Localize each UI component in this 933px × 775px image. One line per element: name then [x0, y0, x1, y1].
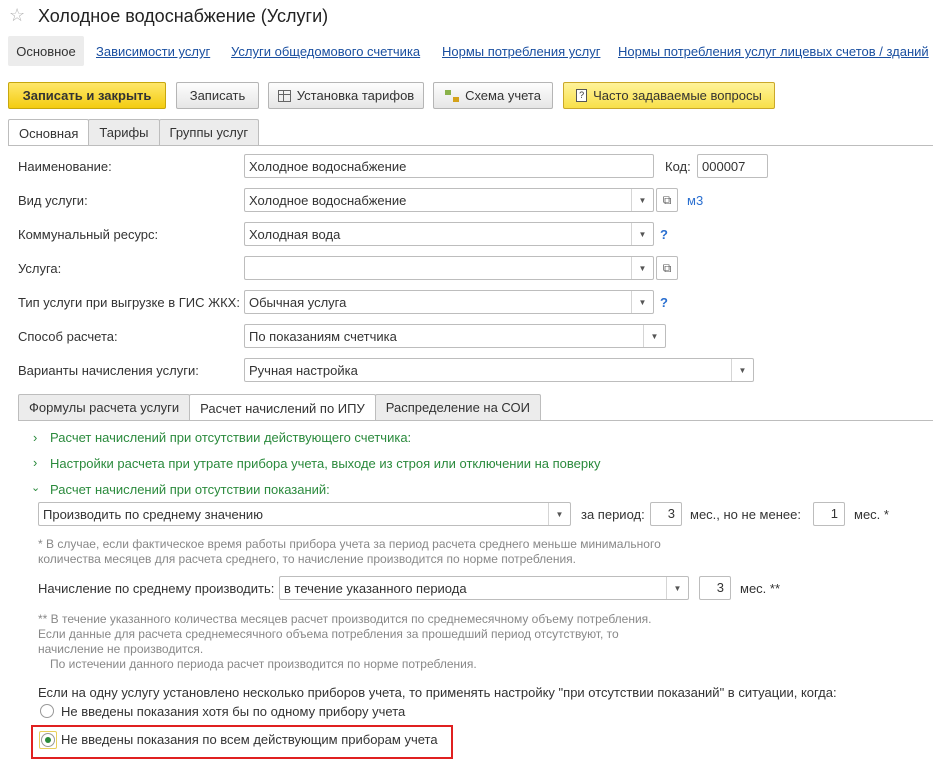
radio-all-meters[interactable]	[39, 731, 57, 749]
tab-formulas[interactable]: Формулы расчета услуги	[18, 394, 190, 420]
question-doc-icon: ?	[576, 89, 587, 102]
resource-select[interactable]: Холодная вода ▼	[244, 222, 654, 246]
window-title: Холодное водоснабжение (Услуги)	[38, 6, 329, 26]
sub-tabs	[18, 394, 540, 420]
chevron-down-icon[interactable]: ▼	[548, 503, 570, 525]
radio-any-meter[interactable]	[40, 704, 54, 718]
name-label: Наименование:	[18, 159, 112, 174]
kind-label: Вид услуги:	[18, 193, 88, 208]
tab-main[interactable]: Основная	[8, 119, 89, 146]
tab-service-groups[interactable]: Группы услуг	[159, 119, 260, 145]
method-label: Способ расчета:	[18, 329, 118, 344]
multi-meter-label: Если на одну услугу установлено несколько приборов учета, то применять настройку "при отсутствии показаний" в ситуации, когда:	[38, 685, 837, 700]
scheme-icon	[445, 90, 459, 102]
code-input[interactable]: 000007	[697, 154, 768, 178]
chevron-down-icon[interactable]: ▼	[666, 577, 688, 599]
service-select[interactable]	[244, 256, 654, 280]
code-label: Код:	[665, 159, 691, 174]
chevron-down-icon[interactable]: ▼	[631, 291, 653, 313]
metering-scheme-button[interactable]: Схема учета	[433, 82, 553, 109]
variants-select[interactable]: Ручная настройка ▼	[244, 358, 754, 382]
help-icon[interactable]: ?	[660, 227, 668, 242]
gis-select[interactable]: Обычная услуга ▼	[244, 290, 654, 314]
chevron-down-icon[interactable]: ▼	[731, 359, 753, 381]
group-meter-loss[interactable]: Настройки расчета при утрате прибора учета, выходе из строя или отключении на поверку	[50, 456, 601, 471]
avg-months-input[interactable]: 3	[699, 576, 731, 600]
group-no-meter[interactable]: Расчет начислений при отсутствии действующего счетчика:	[50, 430, 412, 445]
method-select[interactable]: По показаниям счетчика ▼	[244, 324, 666, 348]
tariff-table-icon	[278, 90, 291, 102]
open-icon[interactable]: ⧉	[656, 188, 678, 212]
favorite-star-icon[interactable]: ☆	[9, 5, 26, 25]
group-no-readings[interactable]: Расчет начислений при отсутствии показаний:	[50, 482, 330, 497]
resource-label: Коммунальный ресурс:	[18, 227, 159, 242]
save-button[interactable]: Записать	[176, 82, 259, 109]
service-label: Услуга:	[18, 261, 62, 276]
help-icon[interactable]: ?	[660, 295, 668, 310]
variants-label: Варианты начисления услуги:	[18, 363, 199, 378]
avg-label: Начисление по среднему производить:	[38, 581, 275, 596]
unit-link[interactable]: м3	[687, 193, 704, 208]
chevron-down-icon[interactable]: ▼	[631, 189, 653, 211]
nav-consumption-norms[interactable]: Нормы потребления услуг	[442, 44, 601, 59]
nav-common-meter-services[interactable]: Услуги общедомового счетчика	[231, 44, 421, 59]
chevron-down-icon[interactable]: ▼	[631, 223, 653, 245]
radio-button-selected[interactable]	[41, 733, 55, 747]
radio-button[interactable]	[40, 704, 54, 718]
avg-select[interactable]: в течение указанного периода ▼	[279, 576, 689, 600]
tab-soi-distribution[interactable]: Распределение на СОИ	[375, 394, 541, 420]
radio-all-meters-label[interactable]: Не введены показания по всем действующим приборам учета	[61, 732, 438, 747]
subtabs-divider	[18, 420, 933, 421]
period-label: за период:	[581, 507, 645, 522]
chevron-down-icon[interactable]: ▼	[631, 257, 653, 279]
tab-tariffs[interactable]: Тарифы	[88, 119, 159, 145]
nav-account-norms[interactable]: Нормы потребления услуг лицевых счетов / зданий	[618, 44, 929, 59]
chevron-right-icon[interactable]: ›	[33, 455, 38, 470]
mode-select[interactable]: Производить по среднему значению ▼	[38, 502, 571, 526]
main-tabs	[8, 119, 258, 145]
radio-any-meter-label[interactable]: Не введены показания хотя бы по одному прибору учета	[61, 704, 406, 719]
min-months-input[interactable]: 1	[813, 502, 845, 526]
note-1: * В случае, если фактическое время работы прибора учета за период расчета среднего меньше минимального количества месяцев для расчета среднего, то начисление производится по норме потребления.	[38, 537, 661, 566]
save-and-close-button[interactable]: Записать и закрыть	[8, 82, 166, 109]
avg-months-label: мес. **	[740, 581, 781, 596]
chevron-right-icon[interactable]: ›	[33, 430, 38, 445]
period-input[interactable]: 3	[650, 502, 682, 526]
faq-button[interactable]: ? Часто задаваемые вопросы	[563, 82, 775, 109]
gis-label: Тип услуги при выгрузке в ГИС ЖКХ:	[18, 295, 240, 310]
chevron-down-icon[interactable]: ⌄	[31, 482, 41, 494]
kind-select[interactable]: Холодное водоснабжение ▼	[244, 188, 654, 212]
min-months-label: мес., но не менее:	[690, 507, 801, 522]
tabs-divider	[8, 145, 933, 146]
open-icon[interactable]: ⧉	[656, 256, 678, 280]
nav-dependencies[interactable]: Зависимости услуг	[96, 44, 211, 59]
months-star-label: мес. *	[854, 507, 889, 522]
tab-ipu-calc[interactable]: Расчет начислений по ИПУ	[189, 394, 376, 421]
chevron-down-icon[interactable]: ▼	[643, 325, 665, 347]
nav-main[interactable]: Основное	[8, 36, 84, 66]
note-2: ** В течение указанного количества месяцев расчет производится по среднемесячному объему потребления. Если данные для расчета среднемесячного объема потребления за прошедший период отсутствуют, то начисление не производится. По истечении данного периода расчет производится по норме потребления.	[38, 612, 652, 671]
set-tariffs-button[interactable]: Установка тарифов	[268, 82, 424, 109]
name-input[interactable]: Холодное водоснабжение	[244, 154, 654, 178]
